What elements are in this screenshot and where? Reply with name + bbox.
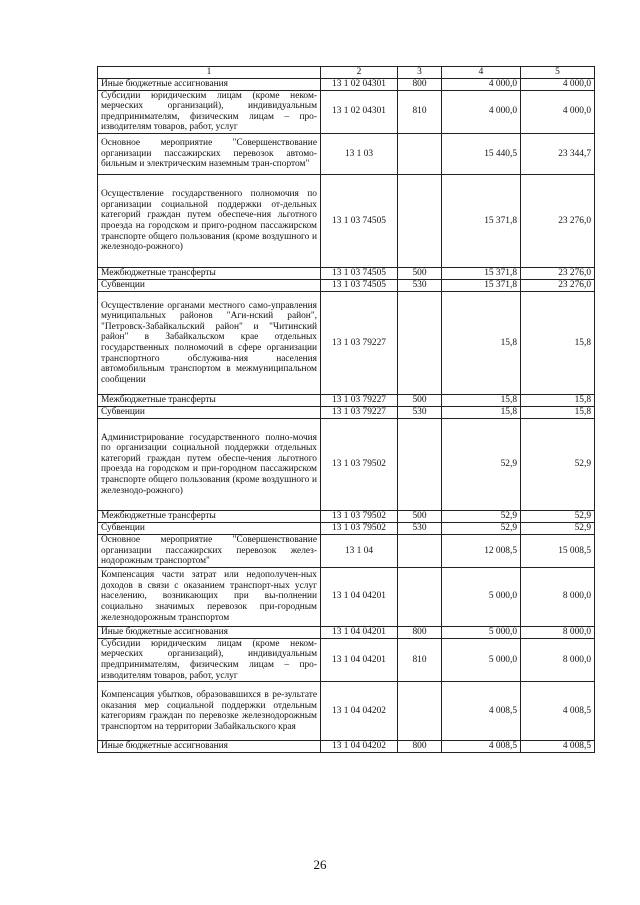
cell-code: 13 1 03 79502 [321,522,398,534]
cell-type: 800 [398,741,442,753]
cell-v1: 15,8 [442,394,521,406]
cell-name: Межбюджетные трансферты [98,394,321,406]
table-row [98,174,595,267]
cell-v2: 4 008,5 [521,682,595,741]
cell-v1: 52,9 [442,510,521,522]
cell-code: 13 1 03 79502 [321,418,398,510]
cell-type [398,133,442,174]
table-row [98,133,595,174]
header-col-2: 2 [321,67,398,79]
table-row [98,638,595,681]
table-row [98,90,595,133]
cell-type [398,418,442,510]
cell-name: Компенсация убытков, образовавшихся в ре-зультате оказания мер социальной поддержки отдельным категориям граждан по перевозке железнодорожным транспортом на территории Забайкальского края [98,682,321,741]
cell-code: 13 1 04 04202 [321,682,398,741]
cell-code: 13 1 04 04201 [321,626,398,638]
cell-name: Субвенции [98,406,321,418]
table-row [98,279,595,291]
table-row [98,418,595,510]
cell-v1: 12 008,5 [442,534,521,567]
cell-v2: 4 008,5 [521,741,595,753]
table-row [98,534,595,567]
cell-code: 13 1 03 74505 [321,279,398,291]
cell-v2: 52,9 [521,522,595,534]
cell-name: Основное мероприятие "Совершенствование организации пассажирских перевозок желез-нодорожным транспортом" [98,534,321,567]
cell-type: 530 [398,522,442,534]
cell-code: 13 1 02 04301 [321,90,398,133]
cell-code: 13 1 03 [321,133,398,174]
table-row [98,394,595,406]
cell-v1: 4 008,5 [442,682,521,741]
header-row [98,67,595,79]
cell-type: 530 [398,279,442,291]
page-number: 26 [313,857,327,872]
header-col-3: 3 [398,67,442,79]
table-row [98,741,595,753]
cell-v1: 15,8 [442,291,521,394]
cell-v1: 5 000,0 [442,567,521,626]
header-col-4: 4 [442,67,521,79]
cell-code: 13 1 03 79227 [321,394,398,406]
cell-name: Субсидии юридическим лицам (кроме неком-мерческих организаций), индивидуальным предпринимателям, физическим лицам – про-изводителям товаров, работ, услуг [98,90,321,133]
cell-type: 530 [398,406,442,418]
cell-type: 800 [398,626,442,638]
cell-v2: 4 000,0 [521,90,595,133]
cell-v1: 52,9 [442,522,521,534]
cell-v2: 23 276,0 [521,267,595,279]
cell-v2: 23 276,0 [521,279,595,291]
header-col-1: 1 [98,67,321,79]
cell-v2: 23 276,0 [521,174,595,267]
cell-name: Межбюджетные трансферты [98,267,321,279]
cell-code: 13 1 03 74505 [321,267,398,279]
cell-name: Иные бюджетные ассигнования [98,626,321,638]
cell-name: Основное мероприятие "Совершенствование организации пассажирских перевозок автомо-бильным и электрическим наземным тран-спортом" [98,133,321,174]
cell-v2: 15,8 [521,406,595,418]
cell-type: 810 [398,638,442,681]
cell-v1: 15,8 [442,406,521,418]
cell-v1: 5 000,0 [442,626,521,638]
cell-code: 13 1 03 74505 [321,174,398,267]
cell-v2: 8 000,0 [521,567,595,626]
cell-type: 810 [398,90,442,133]
cell-type: 500 [398,267,442,279]
cell-code: 13 1 02 04301 [321,79,398,91]
cell-name: Осуществление органами местного само-управления муниципальных районов "Аги-нский район", "Петровск-Забайкальский район" и "Читинский район" в Забайкальском крае отдельных государственных полномочий в сфере организации транспортного обслужива-ния населения автомобильным транспортом в межмуниципальном сообщении [98,291,321,394]
cell-type: 500 [398,394,442,406]
cell-v1: 15 371,8 [442,174,521,267]
cell-code: 13 1 03 79227 [321,406,398,418]
cell-type [398,567,442,626]
cell-code: 13 1 03 79227 [321,291,398,394]
table-row [98,567,595,626]
table-row [98,291,595,394]
cell-name: Компенсация части затрат или недополучен-ных доходов в связи с оказанием транспорт-ных услуг населению, возникающих при вы-полнении социально значимых перевозок при-городным железнодорожным транспортом [98,567,321,626]
cell-name: Субвенции [98,279,321,291]
cell-v2: 23 344,7 [521,133,595,174]
cell-name: Администрирование государственного полно-мочия по организации социальной поддержки отдельных категорий граждан путем обеспе-чения льготного проезда на городском и при-городном пассажирском транспорте общего пользования (кроме воздушного и железнодо-рожного) [98,418,321,510]
cell-v2: 15,8 [521,291,595,394]
cell-name: Межбюджетные трансферты [98,510,321,522]
cell-v1: 15 440,5 [442,133,521,174]
table-row [98,626,595,638]
cell-v2: 15 008,5 [521,534,595,567]
budget-table [97,66,595,753]
cell-name: Субвенции [98,522,321,534]
cell-type [398,174,442,267]
cell-type [398,682,442,741]
cell-code: 13 1 04 04201 [321,567,398,626]
cell-code: 13 1 04 [321,534,398,567]
cell-type [398,291,442,394]
table-row [98,267,595,279]
cell-type [398,534,442,567]
cell-type: 800 [398,79,442,91]
cell-v1: 4 008,5 [442,741,521,753]
cell-v1: 15 371,8 [442,267,521,279]
cell-v2: 52,9 [521,418,595,510]
cell-type: 500 [398,510,442,522]
cell-v2: 52,9 [521,510,595,522]
cell-name: Субсидии юридическим лицам (кроме неком-мерческих организаций), индивидуальным предпринимателям, физическим лицам – про-изводителям товаров, работ, услуг [98,638,321,681]
header-col-5: 5 [521,67,595,79]
cell-name: Иные бюджетные ассигнования [98,741,321,753]
cell-v1: 5 000,0 [442,638,521,681]
cell-v1: 52,9 [442,418,521,510]
table-row [98,682,595,741]
cell-code: 13 1 04 04202 [321,741,398,753]
table-row [98,522,595,534]
cell-v1: 15 371,8 [442,279,521,291]
table-body [98,79,595,753]
cell-v2: 8 000,0 [521,626,595,638]
cell-code: 13 1 04 04201 [321,638,398,681]
cell-v2: 15,8 [521,394,595,406]
cell-name: Иные бюджетные ассигнования [98,79,321,91]
cell-v2: 8 000,0 [521,638,595,681]
table-row [98,79,595,91]
table-row [98,510,595,522]
cell-v1: 4 000,0 [442,90,521,133]
cell-v2: 4 000,0 [521,79,595,91]
table-row [98,406,595,418]
cell-v1: 4 000,0 [442,79,521,91]
cell-code: 13 1 03 79502 [321,510,398,522]
cell-name: Осуществление государственного полномочия по организации социальной поддержки от-дельных категорий граждан путем обеспече-ния льготного проезда на городском и приго-родном пассажирском транспорте общего пользования (кроме воздушного и железнодо-рожного) [98,174,321,267]
